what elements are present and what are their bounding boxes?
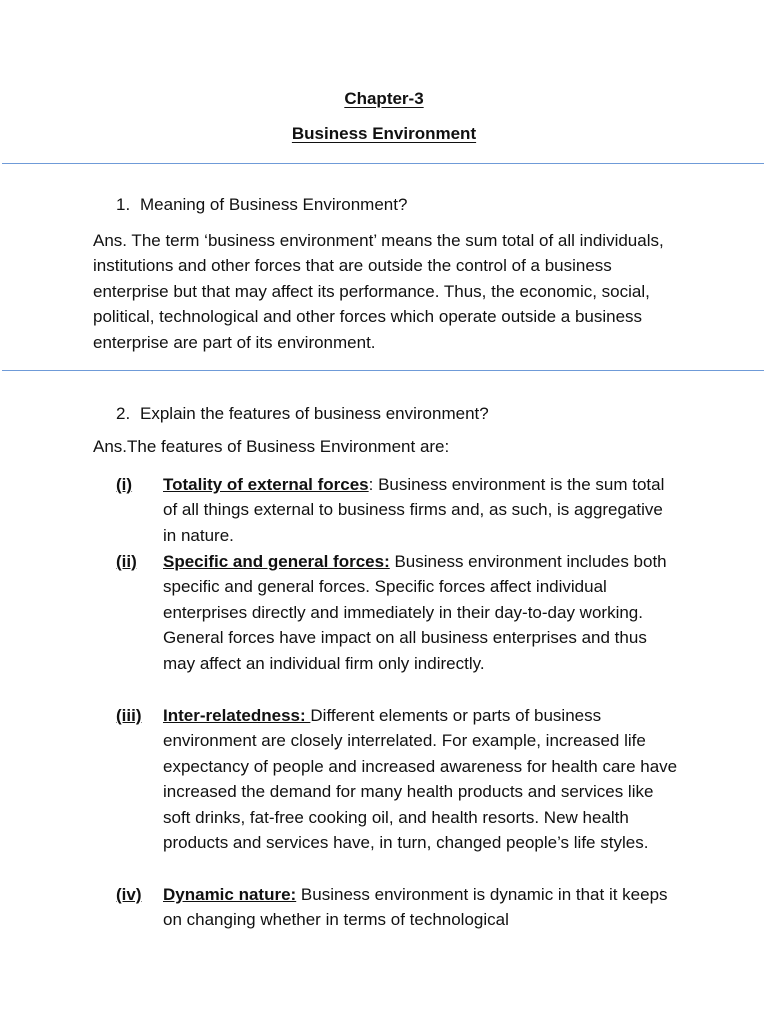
feature-heading: Specific and general forces: (163, 552, 390, 571)
feature-marker: (iii) (116, 706, 142, 725)
feature-item (116, 549, 678, 676)
feature-heading: Dynamic nature: (163, 885, 297, 904)
feature-text: Different elements or parts of business environment are closely interrelated. For example, increased life expectancy of people and increased awareness for health care have increased the demand for many health products and services like soft drinks, fat-free cooking oil, and health resorts. New health products and services have, in turn, changed people’s life styles. (163, 706, 678, 853)
feature-marker: (ii) (116, 552, 137, 571)
feature-heading: Totality of external forces (163, 475, 369, 494)
question-number: 1. (116, 195, 131, 214)
feature-item (116, 472, 678, 548)
feature-item (116, 703, 678, 855)
question-1 (116, 195, 407, 215)
question-2 (116, 404, 489, 424)
question-text: Explain the features of business environment? (140, 404, 489, 423)
feature-body (163, 703, 678, 855)
divider-line (2, 370, 764, 371)
answer-1: Ans. The term ‘business environment’ means the sum total of all individuals, institutions and other forces that are outside the control of a business enterprise but that may affect its performance. Thus, the economic, social, political, technological and other forces which operate outside a business enterprise are part of its environment. (93, 231, 664, 352)
answer-2-intro: Ans.The features of Business Environment are: (93, 437, 450, 456)
feature-item (116, 882, 678, 933)
feature-marker: (i) (116, 475, 133, 494)
feature-heading: Inter-relatedness: (163, 706, 311, 725)
chapter-title: Chapter-3 (344, 89, 424, 108)
question-number: 2. (116, 404, 131, 423)
divider-line (2, 163, 764, 164)
feature-text: Business environment includes both specific and general forces. Specific forces affect individual enterprises directly and immediately in their day-to-day working. General forces have impact on all business enterprises and thus may affect an individual firm only indirectly. (163, 552, 667, 673)
feature-body (163, 549, 678, 676)
feature-text: : Business environment is the sum total of all things external to business firms and, as such, is aggregative in nature. (163, 475, 665, 545)
section-title: Business Environment (291, 124, 477, 143)
feature-text: Business environment is dynamic in that it keeps on changing whether in terms of technological (163, 885, 668, 930)
question-text: Meaning of Business Environment? (140, 195, 408, 214)
feature-body (163, 882, 678, 933)
feature-body (163, 472, 678, 548)
feature-marker: (iv) (116, 885, 142, 904)
